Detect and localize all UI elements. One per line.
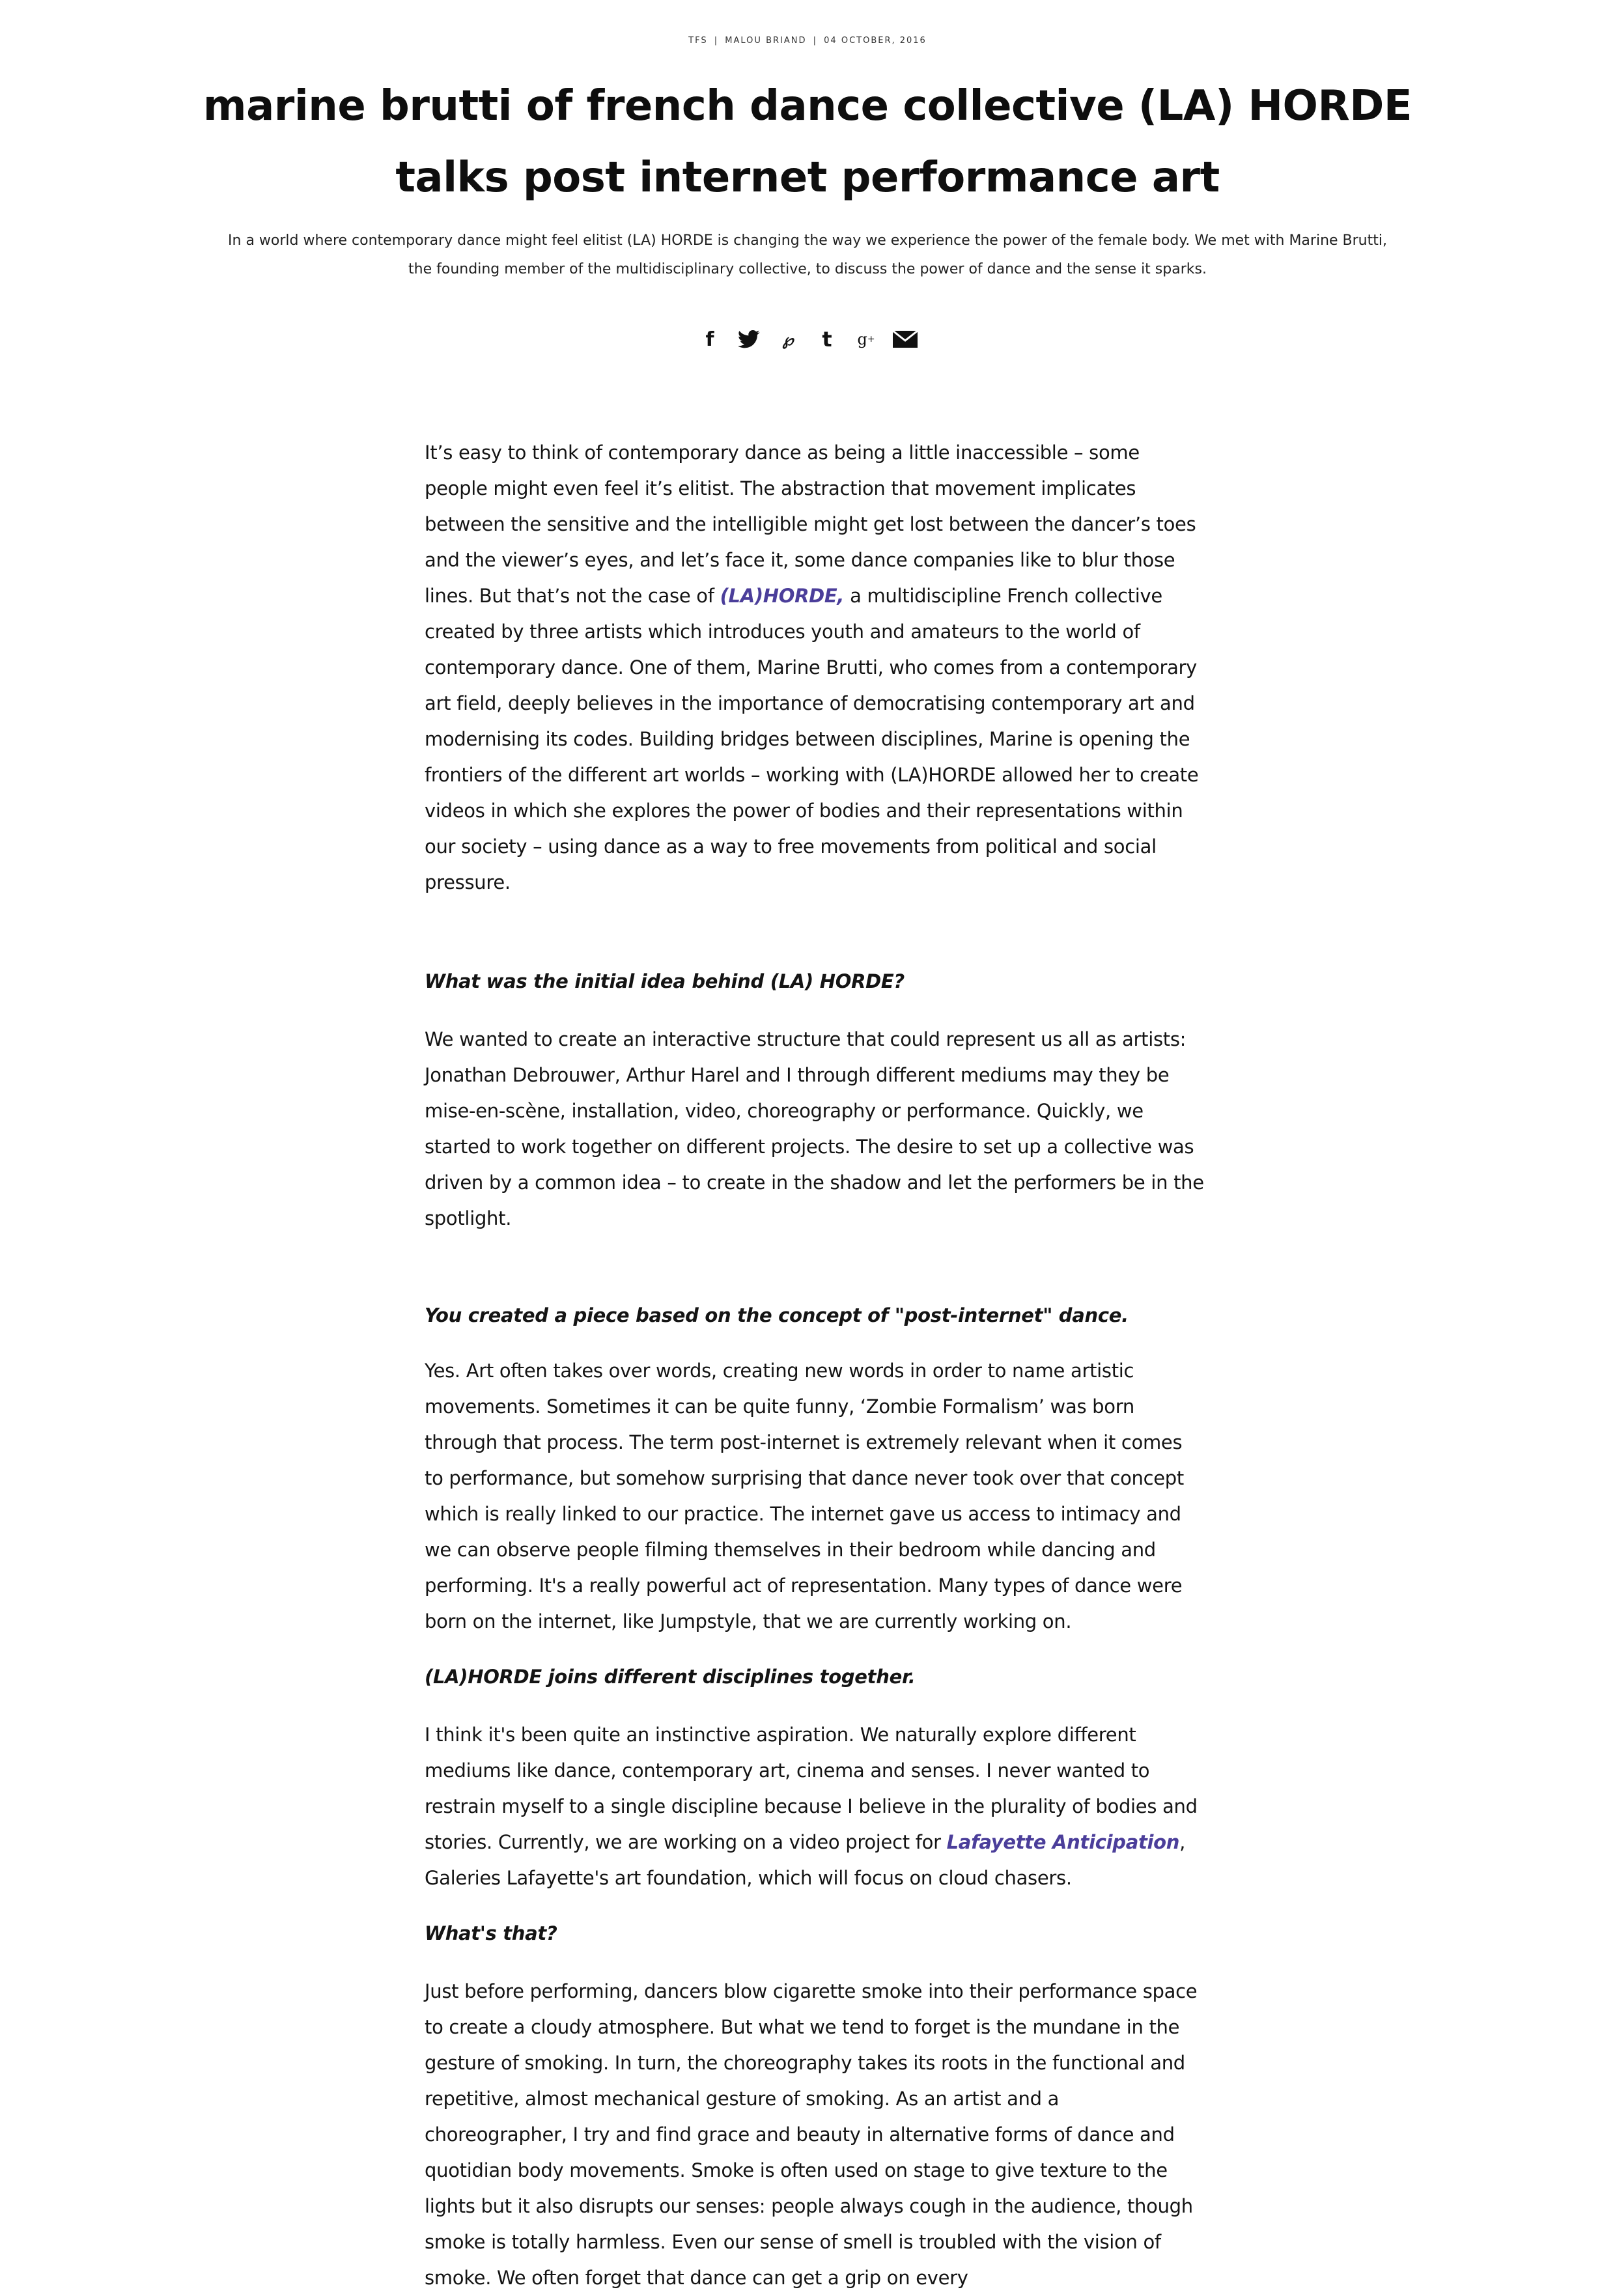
- meta-separator: |: [813, 36, 818, 46]
- spacer: [425, 1896, 1206, 1916]
- share-bar: [697, 323, 918, 356]
- spacer: [425, 1237, 1206, 1298]
- google-plus-sup: +: [867, 334, 875, 344]
- interview-answer: Just before performing, dancers blow cigarette smoke into their performance space to create a cloudy atmosphere. But what we tend to forget is the mundane in the gesture of smoking. In turn, the choreography takes its roots in the functional and repetitive, almost mechanical gesture of smoking. As an artist and a choreographer, I try and find grace and beauty in alternative forms of dance and quotidian body movements. Smoke is often used on stage to give texture to the lights but it also disrupts our senses: people always cough in the audience, though smoke is totally harmless. Even our sense of smell is troubled with the vision of smoke. We often forget that dance can get a grip on every: [425, 1980, 1198, 2289]
- google-plus-icon[interactable]: [853, 326, 879, 352]
- interview-answer: Yes. Art often takes over words, creating new words in order to name artistic movements. Sometimes it can be quite funny, ‘Zombie Formalism’ was born through that process. The term post-internet is extremely relevant when it comes to performance, but somehow surprising that dance never took over that concept which is really linked to our practice. The internet gave us access to intimacy and we can observe people filming themselves in their bedroom while dancing and performing. It's a really powerful act of representation. Many types of dance were born on the internet, like Jumpstyle, that we are currently working on.: [425, 1360, 1184, 1632]
- interview-answer: [425, 1717, 1206, 1896]
- spacer: [425, 1695, 1206, 1717]
- article-standfirst: In a world where contemporary dance might feel elitist (LA) HORDE is changing the way we experience the power of the female body. We met with Marine Brutti, the founding member of the multidisciplinary collective, to discuss the power of dance and the sense it sparks.: [228, 232, 1387, 277]
- tumblr-icon[interactable]: t: [822, 327, 832, 352]
- meta-separator: |: [714, 36, 719, 46]
- intro-text-start: It’s easy to think of contemporary dance as being a little inaccessible – some people might even feel it’s elitist. The abstraction that movement implicates between the sensitive and the intelligible might get lost between the dancer’s toes and the viewer’s eyes, and let’s face it, some dance companies like to blur those lines. But that’s not the case of: [425, 441, 1196, 607]
- answer-text-end: , Galeries Lafayette's art foundation, which will focus on cloud chasers.: [425, 1831, 1186, 1889]
- lafayette-anticipation-link[interactable]: Lafayette Anticipation: [946, 1831, 1180, 1853]
- spacer: [425, 1640, 1206, 1659]
- page-title: marine brutti of french dance collective (LA) HORDE talks post internet performance art: [203, 82, 1412, 202]
- google-plus-letter: g: [857, 330, 867, 348]
- la-horde-link[interactable]: (LA)HORDE,: [720, 585, 845, 607]
- spacer: [425, 1334, 1206, 1353]
- article-meta: [0, 36, 1615, 46]
- twitter-icon[interactable]: [736, 326, 762, 352]
- facebook-icon[interactable]: f: [705, 328, 714, 351]
- article-body: [425, 435, 1206, 2296]
- intro-text-end: a multidiscipline French collective created by three artists which introduces youth and amateurs to the world of contemporary dance. One of them, Marine Brutti, who comes from a contemporary art field, deeply believes in the importance of democratising contemporary art and modernising its codes. Building bridges between disciplines, Marine is opening the frontiers of the different art worlds – working with (LA)HORDE allowed her to create videos in which she explores the power of bodies and their representations within our society – using dance as a way to free movements from political and social pressure.: [425, 585, 1199, 893]
- publish-date: 04 OCTOBER, 2016: [824, 36, 927, 46]
- spacer: [425, 901, 1206, 964]
- source-label: TFS: [688, 36, 708, 46]
- pinterest-icon[interactable]: ℘: [782, 329, 794, 349]
- interview-answer: We wanted to create an interactive structure that could represent us all as artists: Jonathan Debrouwer, Arthur Harel and I through different mediums may they be mise-en-scène, installation, video, choreography or performance. Quickly, we started to work together on different projects. The desire to set up a collective was driven by a common idea – to create in the shadow and let the performers be in the spotlight.: [425, 1028, 1204, 1229]
- intro-paragraph: [425, 435, 1206, 901]
- interview-question: What was the initial idea behind (LA) HORDE?: [425, 970, 905, 992]
- answer-text-start: I think it's been quite an instinctive aspiration. We naturally explore different mediums like dance, contemporary art, cinema and senses. I never wanted to restrain myself to a single discipline because I believe in the plurality of bodies and stories. Currently, we are working on a video project for: [425, 1724, 1198, 1853]
- email-icon[interactable]: [892, 326, 918, 352]
- interview-question: You created a piece based on the concept of "post-internet" dance.: [425, 1304, 1129, 1326]
- interview-question: What's that?: [425, 1922, 557, 1944]
- interview-question: (LA)HORDE joins different disciplines together.: [425, 1666, 916, 1688]
- spacer: [425, 1000, 1206, 1022]
- spacer: [425, 1952, 1206, 1974]
- author-name[interactable]: MALOU BRIAND: [725, 36, 807, 46]
